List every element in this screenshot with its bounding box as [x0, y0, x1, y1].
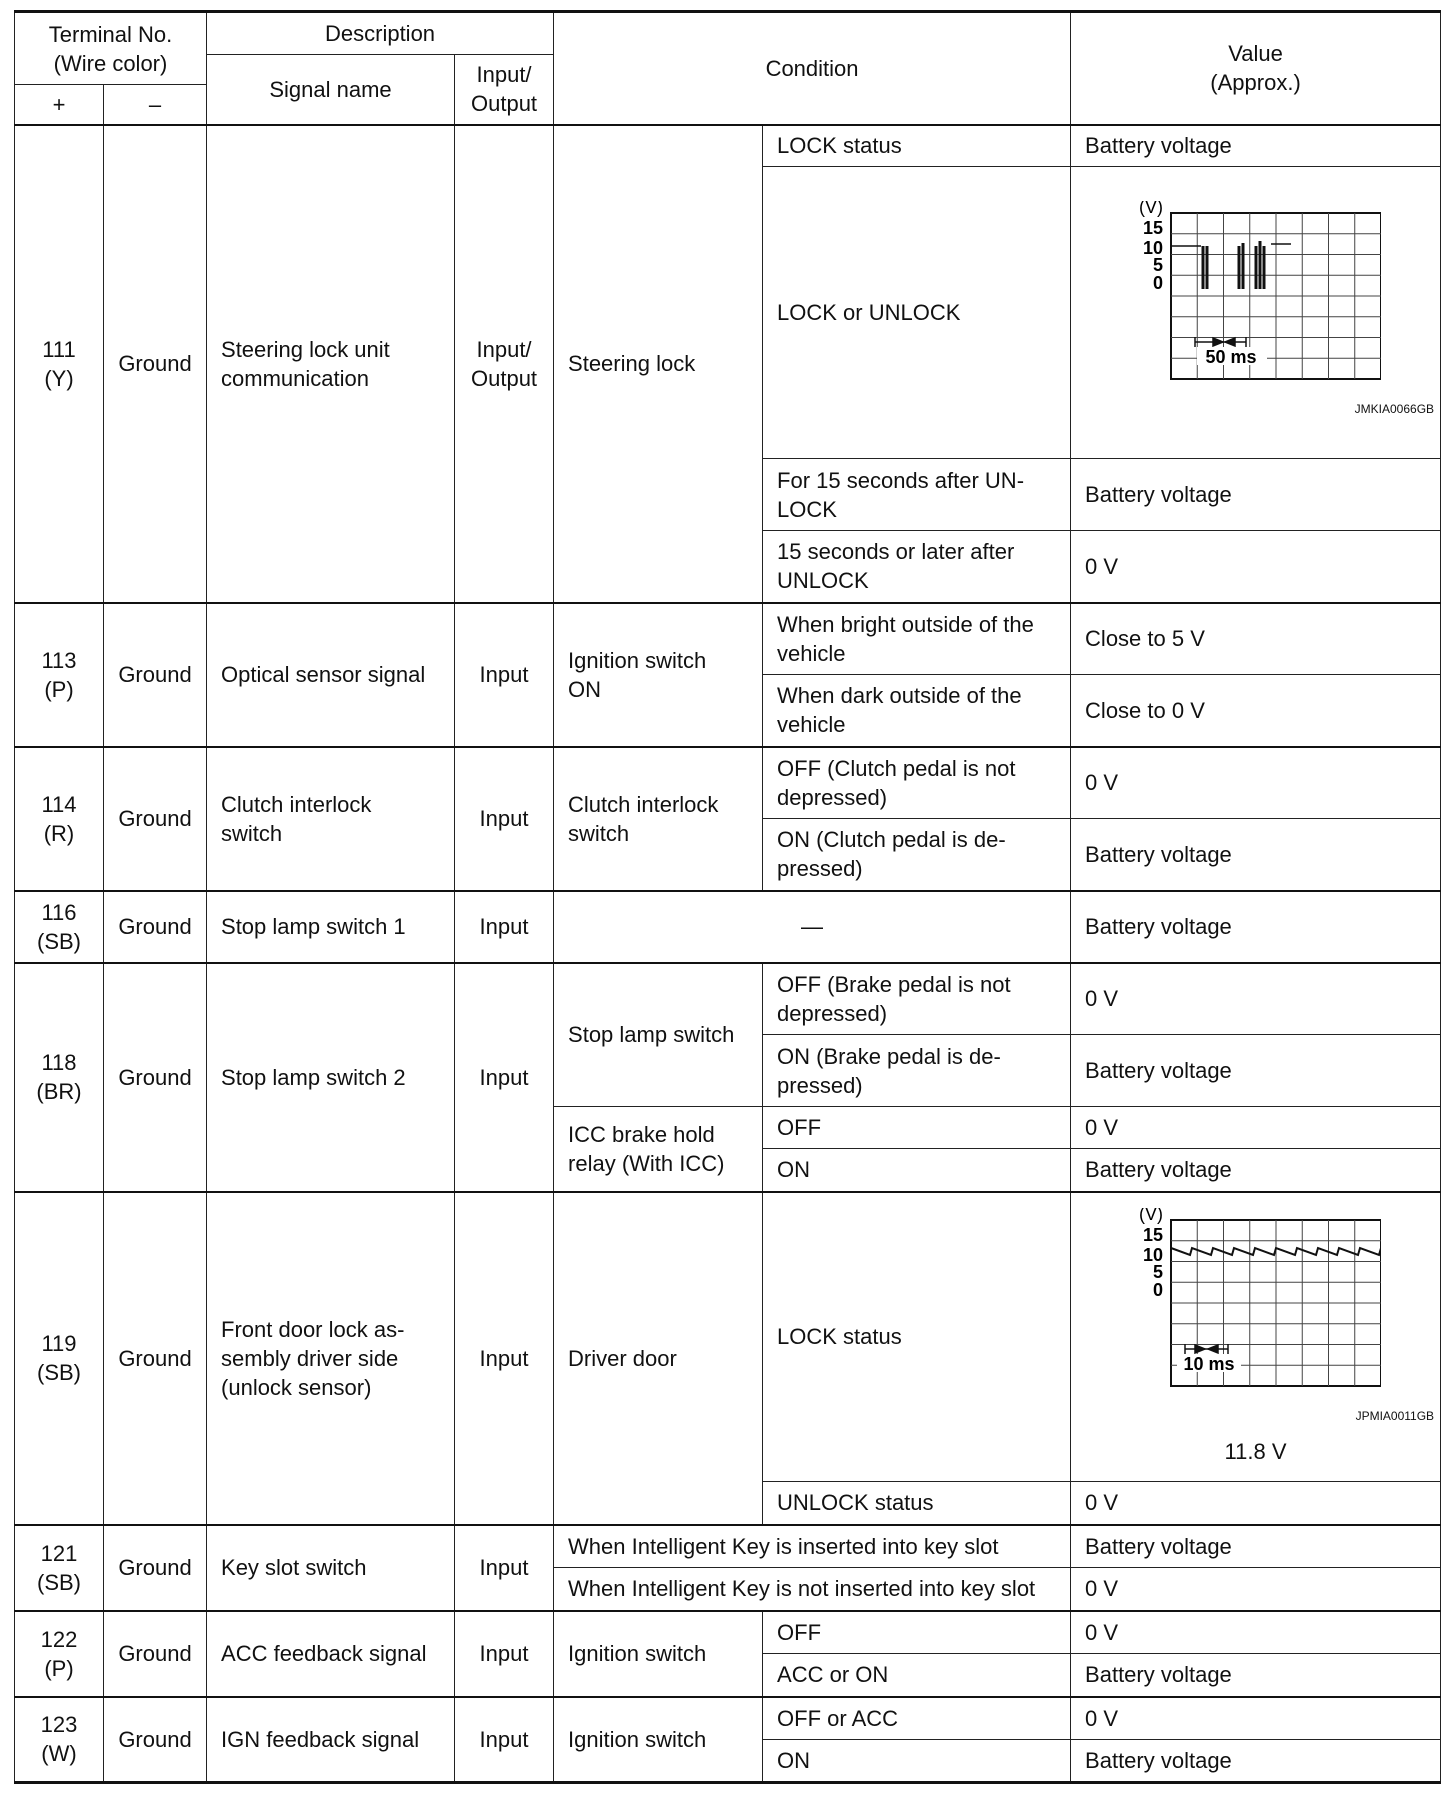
signal-name: Steering lock unit communication — [207, 125, 455, 603]
scope-y-label: 0 — [1152, 1279, 1163, 1300]
ground-terminal: Ground — [104, 1192, 207, 1525]
input-output: Input/ Output — [455, 125, 554, 603]
condition: Ignition switch ON — [554, 603, 763, 747]
value: 0 V — [1071, 1107, 1441, 1149]
sub-condition: ON — [763, 1149, 1071, 1192]
sub-condition: UNLOCK status — [763, 1482, 1071, 1525]
terminal-number: 123 (W) — [15, 1697, 104, 1783]
header-minus: – — [104, 85, 207, 125]
scope-time-label: 50 ms — [1205, 347, 1257, 367]
figure-id: JPMIA0011GB — [1355, 1408, 1435, 1423]
value: Battery voltage — [1071, 1035, 1441, 1107]
signal-name: Front door lock as- sembly driver side (unlock sensor) — [207, 1192, 455, 1525]
ground-terminal: Ground — [104, 1697, 207, 1783]
scope-unit-label: (V) — [1138, 1207, 1163, 1224]
signal-name: Stop lamp switch 1 — [207, 891, 455, 963]
sub-condition: ON — [763, 1740, 1071, 1783]
ground-terminal: Ground — [104, 747, 207, 891]
value: Battery voltage — [1071, 1654, 1441, 1697]
condition: Steering lock — [554, 125, 763, 603]
scope-y-label: 5 — [1152, 1261, 1163, 1282]
value: Close to 0 V — [1071, 675, 1441, 747]
condition: Clutch interlock switch — [554, 747, 763, 891]
terminal-table — [14, 10, 1441, 1784]
row-group-114 — [15, 747, 1441, 891]
scope-y-label: 10 — [1142, 1244, 1163, 1265]
terminal-number: 111 (Y) — [15, 125, 104, 603]
value: Battery voltage — [1071, 125, 1441, 167]
ground-terminal: Ground — [104, 603, 207, 747]
signal-name: IGN feedback signal — [207, 1697, 455, 1783]
header-terminal-no: Terminal No. (Wire color) — [15, 12, 207, 85]
terminal-number: 119 (SB) — [15, 1192, 104, 1525]
condition: — — [554, 891, 1071, 963]
sub-condition: When dark outside of the vehicle — [763, 675, 1071, 747]
sub-condition: LOCK status — [763, 1192, 1071, 1482]
value: 0 V — [1071, 747, 1441, 819]
row-group-111 — [15, 125, 1441, 603]
condition: Driver door — [554, 1192, 763, 1525]
scope-y-label: 15 — [1142, 218, 1163, 238]
scope-y-label: 0 — [1152, 273, 1163, 293]
value: Battery voltage — [1071, 1740, 1441, 1783]
scope-y-label: 5 — [1152, 255, 1163, 275]
value: Battery voltage — [1071, 459, 1441, 531]
header-signal-name: Signal name — [207, 55, 455, 125]
value: Close to 5 V — [1071, 603, 1441, 675]
value: Battery voltage — [1071, 819, 1441, 891]
terminal-table-container — [14, 10, 1440, 1784]
row-group-122 — [15, 1611, 1441, 1697]
scope-unit-label: (V) — [1138, 201, 1163, 217]
scope-y-label: 15 — [1142, 1224, 1163, 1245]
sub-condition: When Intelligent Key is inserted into key slot — [554, 1525, 1071, 1568]
value: Battery voltage — [1071, 891, 1441, 963]
sub-condition: When Intelligent Key is not inserted into key slot — [554, 1568, 1071, 1611]
header-plus: + — [15, 85, 104, 125]
sub-condition: ON (Brake pedal is de- pressed) — [763, 1035, 1071, 1107]
value: 11.8 V — [1224, 1438, 1287, 1464]
ground-terminal: Ground — [104, 891, 207, 963]
sub-condition: OFF or ACC — [763, 1697, 1071, 1740]
header-condition: Condition — [554, 12, 1071, 125]
value: 0 V — [1071, 1568, 1441, 1611]
oscilloscope-waveform-steering — [1131, 201, 1381, 391]
value: 0 V — [1071, 1482, 1441, 1525]
input-output: Input — [455, 747, 554, 891]
input-output: Input — [455, 963, 554, 1192]
signal-name: ACC feedback signal — [207, 1611, 455, 1697]
input-output: Input — [455, 603, 554, 747]
scope-time-label: 10 ms — [1183, 1353, 1235, 1374]
ground-terminal: Ground — [104, 1611, 207, 1697]
value: 0 V — [1071, 963, 1441, 1035]
scope-trace — [1171, 241, 1291, 289]
signal-name: Stop lamp switch 2 — [207, 963, 455, 1192]
sub-condition: When bright outside of the vehicle — [763, 603, 1071, 675]
row-group-119 — [15, 1192, 1441, 1525]
sub-condition: LOCK or UNLOCK — [763, 167, 1071, 459]
ground-terminal: Ground — [104, 1525, 207, 1611]
value: Battery voltage — [1071, 1525, 1441, 1568]
oscilloscope-waveform-door — [1131, 1208, 1381, 1398]
input-output: Input — [455, 1192, 554, 1525]
terminal-number: 114 (R) — [15, 747, 104, 891]
condition: ICC brake hold relay (With ICC) — [554, 1107, 763, 1192]
input-output: Input — [455, 1525, 554, 1611]
sub-condition: ON (Clutch pedal is de- pressed) — [763, 819, 1071, 891]
condition: Ignition switch — [554, 1697, 763, 1783]
terminal-number: 122 (P) — [15, 1611, 104, 1697]
terminal-number: 121 (SB) — [15, 1525, 104, 1611]
row-group-123 — [15, 1697, 1441, 1783]
row-group-113 — [15, 603, 1441, 747]
table-header — [15, 12, 1441, 125]
sub-condition: OFF (Brake pedal is not depressed) — [763, 963, 1071, 1035]
signal-name: Clutch interlock switch — [207, 747, 455, 891]
sub-condition: For 15 seconds after UN- LOCK — [763, 459, 1071, 531]
value: Battery voltage — [1071, 1149, 1441, 1192]
row-group-116 — [15, 891, 1441, 963]
figure-id: JMKIA0066GB — [1354, 402, 1435, 416]
signal-name: Key slot switch — [207, 1525, 455, 1611]
terminal-number: 118 (BR) — [15, 963, 104, 1192]
input-output: Input — [455, 1697, 554, 1783]
ground-terminal: Ground — [104, 125, 207, 603]
value-waveform — [1071, 167, 1441, 459]
sub-condition: OFF — [763, 1611, 1071, 1654]
input-output: Input — [455, 891, 554, 963]
condition: Stop lamp switch — [554, 963, 763, 1107]
header-description: Description — [207, 12, 554, 55]
row-group-121 — [15, 1525, 1441, 1611]
terminal-number: 113 (P) — [15, 603, 104, 747]
value: 0 V — [1071, 1697, 1441, 1740]
condition: Ignition switch — [554, 1611, 763, 1697]
value: 0 V — [1071, 531, 1441, 603]
ground-terminal: Ground — [104, 963, 207, 1192]
terminal-number: 116 (SB) — [15, 891, 104, 963]
row-group-118 — [15, 963, 1441, 1192]
header-input-output: Input/ Output — [455, 55, 554, 125]
scope-y-label: 10 — [1142, 238, 1163, 258]
header-value: Value (Approx.) — [1071, 12, 1441, 125]
sub-condition: OFF (Clutch pedal is not depressed) — [763, 747, 1071, 819]
signal-name: Optical sensor signal — [207, 603, 455, 747]
sub-condition: OFF — [763, 1107, 1071, 1149]
sub-condition: ACC or ON — [763, 1654, 1071, 1697]
value-waveform — [1071, 1192, 1441, 1482]
input-output: Input — [455, 1611, 554, 1697]
sub-condition: 15 seconds or later after UNLOCK — [763, 531, 1071, 603]
value: 0 V — [1071, 1611, 1441, 1654]
sub-condition: LOCK status — [763, 125, 1071, 167]
